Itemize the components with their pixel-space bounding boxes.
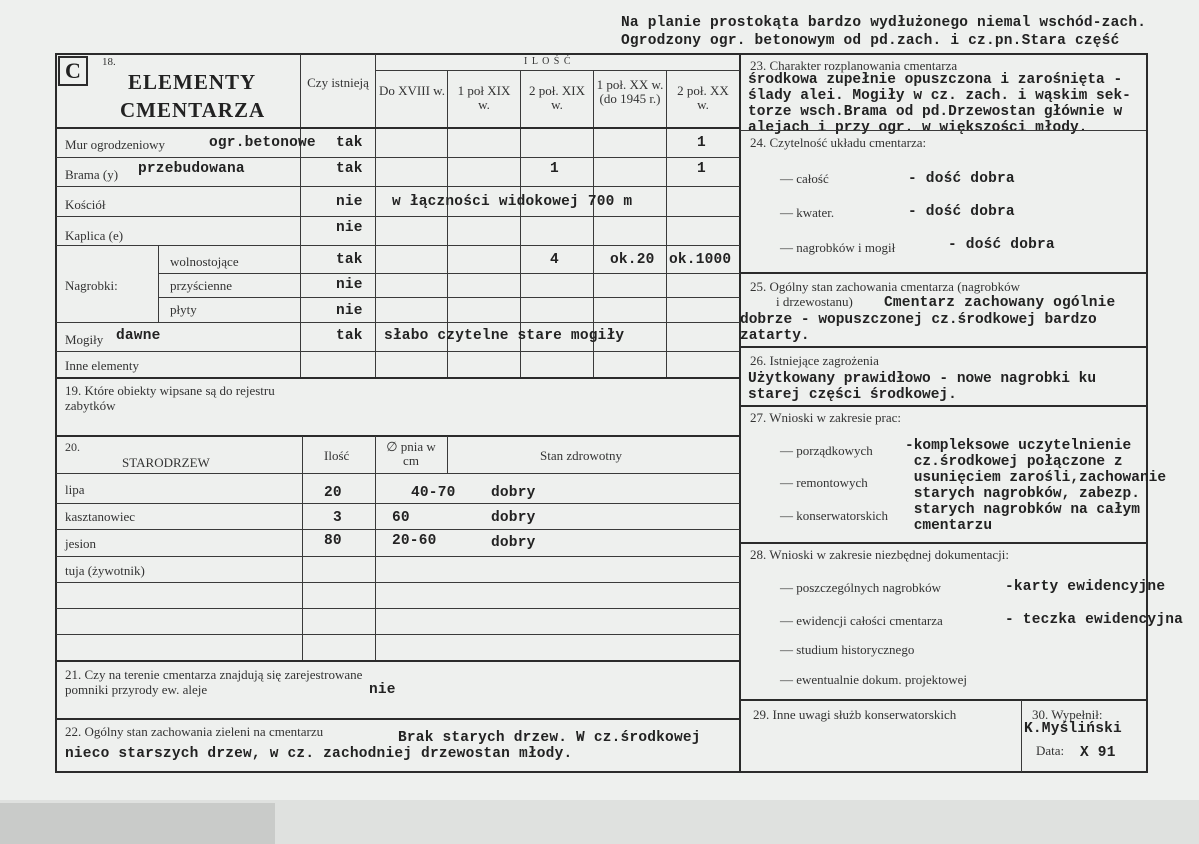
q30-label: 30. Wypełnił: xyxy=(1032,707,1103,722)
col-header-ilosc: I L O Ś Ć xyxy=(524,56,572,67)
row-divider xyxy=(56,157,740,158)
header-note-line-2: Ogrodzony ogr. betonowym od pd.zach. i cz.pn.Stara część xyxy=(621,33,1120,49)
row-divider xyxy=(56,503,740,504)
tree-name: jesion xyxy=(65,536,97,551)
starodrzew-title: STARODRZEW xyxy=(122,455,210,470)
q28-item-answer: -karty ewidencyjne xyxy=(1005,579,1166,595)
q25-answer: dobrze - wopuszczonej cz.środkowej bardzo zatarty. xyxy=(740,312,1097,344)
q26-answer: Użytkowany prawidłowo - nowe nagrobki ku starej części środkowej. xyxy=(748,371,1097,403)
q23-label: 23. Charakter rozplanowania cmentarza xyxy=(750,58,958,73)
q27-answer: -kompleksowe uczytelnienie cz.środkowej połączone z usunięciem zarośli,zachowanie starych nagrobków, zabezp. starych nagrobków na całym cmentarzu xyxy=(905,438,1167,534)
period-5-header: 2 poł. XX w. xyxy=(677,83,729,112)
q28-item-label: — studium historycznego xyxy=(780,642,915,657)
section-title-line-2: CMENTARZA xyxy=(120,98,266,122)
col-header-exists: Czy istnieją xyxy=(307,75,369,90)
q30-date: X 91 xyxy=(1080,745,1116,761)
section-number: 18. xyxy=(102,56,116,68)
wolno-p3: 4 xyxy=(550,252,559,268)
q21-label: 21. Czy na terenie cmentarza znajdują się zarejestrowane pomniki przyrody ew. aleje xyxy=(65,667,363,697)
period-1-header: Do XVIII w. xyxy=(379,83,445,98)
starodrzew-col-stan: Stan zdrowotny xyxy=(540,448,622,463)
tree-name: kasztanowiec xyxy=(65,509,136,524)
row-divider xyxy=(56,556,740,557)
q26-label: 26. Istniejące zagrożenia xyxy=(750,353,879,368)
starodrzew-col-ilosc: Ilość xyxy=(324,448,350,463)
wolno-exists: tak xyxy=(336,252,363,268)
tree-count: 3 xyxy=(333,510,342,526)
kaplica-exists: nie xyxy=(336,220,363,236)
row-divider xyxy=(56,351,740,352)
row-label-inne: Inne elementy xyxy=(65,358,139,373)
section-title-line-1: ELEMENTY xyxy=(128,70,257,94)
q25-answer-inline: Cmentarz zachowany ogólnie xyxy=(884,295,1116,311)
q24-item-answer: - dość dobra xyxy=(948,237,1055,253)
q24-label: 24. Czytelność układu cmentarza: xyxy=(750,135,927,150)
col-divider xyxy=(1021,700,1022,772)
row-label-mogily: Mogiły xyxy=(65,332,104,347)
q28-item-label: — ewidencji całości cmentarza xyxy=(780,613,943,628)
row-divider xyxy=(740,130,1146,131)
row-divider xyxy=(56,245,740,246)
q22-answer-line-2: nieco starszych drzew, w cz. zachodniej drzewostan młody. xyxy=(65,746,573,762)
row-divider xyxy=(56,608,740,609)
q28-item-label: — poszczególnych nagrobków xyxy=(780,580,942,595)
row-divider xyxy=(56,322,740,323)
section-25-bottom xyxy=(740,346,1146,348)
przyscienne-exists: nie xyxy=(336,277,363,293)
tree-diameter: 40-70 xyxy=(411,485,456,501)
tree-name: lipa xyxy=(65,482,85,497)
q28-item-label: — ewentualnie dokum. projektowej xyxy=(780,672,968,687)
q22-label: 22. Ogólny stan zachowania zieleni na cmentarzu xyxy=(65,724,324,739)
tree-state: dobry xyxy=(491,535,536,551)
row-divider xyxy=(158,297,740,298)
row-label-mur: Mur ogrodzeniowy xyxy=(65,137,166,152)
plyty-exists: nie xyxy=(336,303,363,319)
q24-item-label: — kwater. xyxy=(780,205,835,220)
row-divider xyxy=(158,273,740,274)
brama-exists: tak xyxy=(336,161,363,177)
q27-item-label: — porządkowych xyxy=(780,443,873,458)
kosciol-note: w łączności widokowej 700 m xyxy=(392,194,633,210)
q28-label: 28. Wnioski w zakresie niezbędnej dokumentacji: xyxy=(750,547,1009,562)
mur-p5: 1 xyxy=(697,135,706,151)
brama-note: przebudowana xyxy=(138,161,245,177)
tree-count: 20 xyxy=(324,485,342,501)
header-bottom-line xyxy=(56,127,740,129)
period-4-header: 1 poł. XX w. (do 1945 r.) xyxy=(596,77,664,106)
mogily-note: dawne xyxy=(116,328,161,344)
col-divider xyxy=(666,71,667,378)
brama-p5: 1 xyxy=(697,161,706,177)
q24-item-answer: - dość dobra xyxy=(908,171,1015,187)
period-2-header: 1 poł XIX w. xyxy=(457,83,511,112)
mur-note: ogr.betonowe xyxy=(209,135,316,151)
section-19-bottom xyxy=(56,435,740,437)
q24-item-label: — nagrobków i mogił xyxy=(780,240,896,255)
section-27-bottom xyxy=(740,542,1146,544)
tree-count: 80 xyxy=(324,533,342,549)
kosciol-exists: nie xyxy=(336,194,363,210)
row-divider xyxy=(56,216,740,217)
row-divider xyxy=(56,582,740,583)
row-label-nagrobki: Nagrobki: xyxy=(65,278,118,293)
section-20-bottom xyxy=(56,660,740,662)
scan-edge-patch xyxy=(0,803,275,844)
q19-label: 19. Które obiekty wipsane są do rejestru zabytków xyxy=(65,383,275,413)
q21-answer: nie xyxy=(369,682,396,698)
mur-exists: tak xyxy=(336,135,363,151)
nagrobki-sub-divider xyxy=(158,245,159,323)
period-3-header: 2 poł. XIX w. xyxy=(529,83,585,112)
brama-p3: 1 xyxy=(550,161,559,177)
mogily-desc: słabo czytelne stare mogiły xyxy=(384,328,625,344)
q23-answer: środkowa zupełnie opuszczona i zarośnięta - ślady alei. Mogiły w cz. zach. i wąskim sek- torze wsch.Brama od pd.Drzewostan głównie w alejach i przy ogr. w większości młody. xyxy=(748,72,1131,136)
q28-item-answer: - teczka ewidencyjna xyxy=(1005,612,1184,628)
q30-name: K.Myśliński xyxy=(1024,721,1122,737)
section-26-bottom xyxy=(740,405,1146,407)
q22-answer-line-1: Brak starych drzew. W cz.środkowej xyxy=(398,730,701,746)
q25-label-line-1: 25. Ogólny stan zachowania cmentarza (nagrobków xyxy=(750,279,1021,294)
starodrzew-col-pnia: ∅ pnia w cm xyxy=(386,439,436,468)
tree-diameter: 20-60 xyxy=(392,533,437,549)
header-note-line-1: Na planie prostokąta bardzo wydłużonego niemal wschód-zach. xyxy=(621,15,1147,31)
row-divider xyxy=(56,186,740,187)
col-divider xyxy=(302,436,303,660)
row-label-brama: Brama (y) xyxy=(65,167,119,182)
starodrzew-number: 20. xyxy=(65,440,80,454)
row-divider xyxy=(56,634,740,635)
row-label-kosciol: Kościół xyxy=(65,197,106,212)
row-label-wolnostojace: wolnostojące xyxy=(170,254,239,269)
row-label-przyscienne: przyścienne xyxy=(170,278,233,293)
q25-label-line-2: i drzewostanu) xyxy=(776,294,853,309)
section-24-bottom xyxy=(740,272,1146,274)
q27-label: 27. Wnioski w zakresie prac: xyxy=(750,410,902,425)
row-label-plyty: płyty xyxy=(170,302,197,317)
tree-diameter: 60 xyxy=(392,510,410,526)
q29-label: 29. Inne uwagi służb konserwatorskich xyxy=(753,707,957,722)
col-divider xyxy=(447,436,448,473)
tree-name: tuja (żywotnik) xyxy=(65,563,145,578)
section-21-bottom xyxy=(56,718,740,720)
wolno-p4: ok.20 xyxy=(610,252,655,268)
q30-date-label: Data: xyxy=(1036,743,1065,758)
row-divider xyxy=(56,529,740,530)
tree-state: dobry xyxy=(491,510,536,526)
mogily-exists: tak xyxy=(336,328,363,344)
row-divider xyxy=(56,473,740,474)
section-28-bottom xyxy=(740,699,1146,701)
col-divider xyxy=(375,436,376,660)
section-letter-box: C xyxy=(58,56,88,86)
wolno-p5: ok.1000 xyxy=(669,252,732,268)
q24-item-answer: - dość dobra xyxy=(908,204,1015,220)
section-18-bottom xyxy=(56,377,740,379)
row-label-kaplica: Kaplica (e) xyxy=(65,228,124,243)
q24-item-label: — całość xyxy=(780,171,829,186)
q27-item-label: — remontowych xyxy=(780,475,868,490)
tree-state: dobry xyxy=(491,485,536,501)
row-divider xyxy=(376,70,740,71)
q27-item-label: — konserwatorskich xyxy=(780,508,888,523)
